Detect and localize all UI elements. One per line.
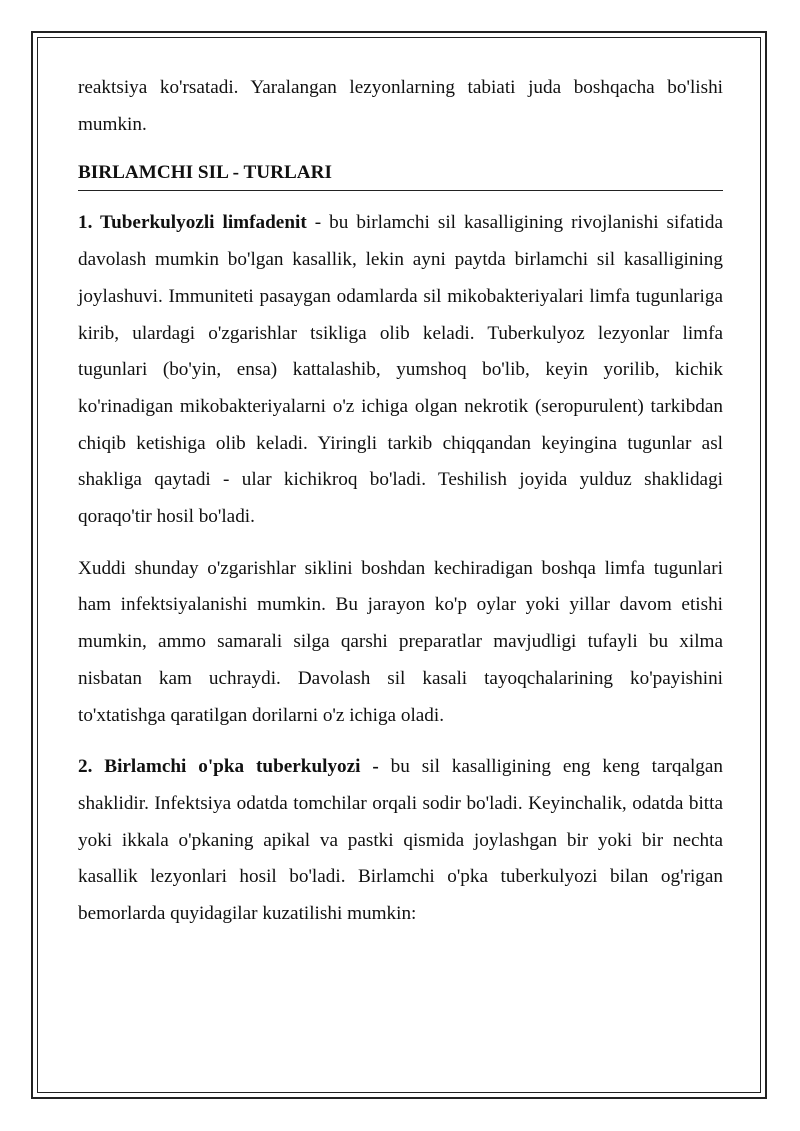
paragraph-pulmonary	[78, 749, 723, 933]
limfadenit-title: 1. Tuberkulyozli limfadenit	[78, 212, 307, 234]
paragraph-limfadenit	[78, 205, 723, 535]
section-heading: BIRLAMCHI SIL - TURLARI	[78, 156, 723, 191]
pulmonary-text: bu sil kasalligining eng keng tarqalgan shaklidir. Infektsiya odatda tomchilar orqali sodir bo'ladi. Keyinchalik, odatda bitta yoki ikkala o'pkaning apikal va pastki qismida joylashgan bir yoki bir nechta kasallik lezyonlari hosil bo'ladi. Birlamchi o'pka tuberkulyozi bilan og'rigan bemorlarda quyidagilar kuzatilishi mumkin:	[78, 756, 723, 925]
paragraph-intro: reaktsiya ko'rsatadi. Yaralangan lezyonlarning tabiati juda boshqacha bo'lishi mumkin.	[78, 77, 723, 135]
paragraph-cycle: Xuddi shunday o'zgarishlar siklini boshdan kechiradigan boshqa limfa tugunlari ham infektsiyalanishi mumkin. Bu jarayon ko'p oylar yoki yillar davom etishi mumkin, ammo samarali silga qarshi preparatlar mavjudligi tufayli bu xilma nisbatan kam uchraydi. Davolash sil kasali tayoqchalarining ko'payishini to'xtatishga qaratilgan dorilarni o'z ichiga oladi.	[78, 557, 723, 726]
pulmonary-title: 2. Birlamchi o'pka tuberkulyozi -	[78, 756, 379, 778]
document-body	[78, 70, 723, 933]
limfadenit-text: - bu birlamchi sil kasalligining rivojlanishi sifatida davolash mumkin bo'lgan kasallik, lekin ayni paytda birlamchi sil kasalligining joylashuvi. Immuniteti pasaygan odamlarda sil mikobakteriyalari limfa tugunlariga kirib, ulardagi o'zgarishlar tsikliga olib keladi. Tuberkulyoz lezyonlar limfa tugunlari (bo'yin, ensa) kattalashib, yumshoq bo'lib, keyin yorilib, kichik ko'rinadigan mikobakteriyalarni o'z ichiga olgan nekrotik (seropurulent) tarkibdan chiqib ketishiga olib keladi. Yiringli tarkib chiqqandan keyingina tugunlar asl shakliga qaytadi - ular kichikroq bo'ladi. Teshilish joyida yulduz shaklidagi qoraqo'tir hosil bo'ladi.	[78, 212, 724, 528]
